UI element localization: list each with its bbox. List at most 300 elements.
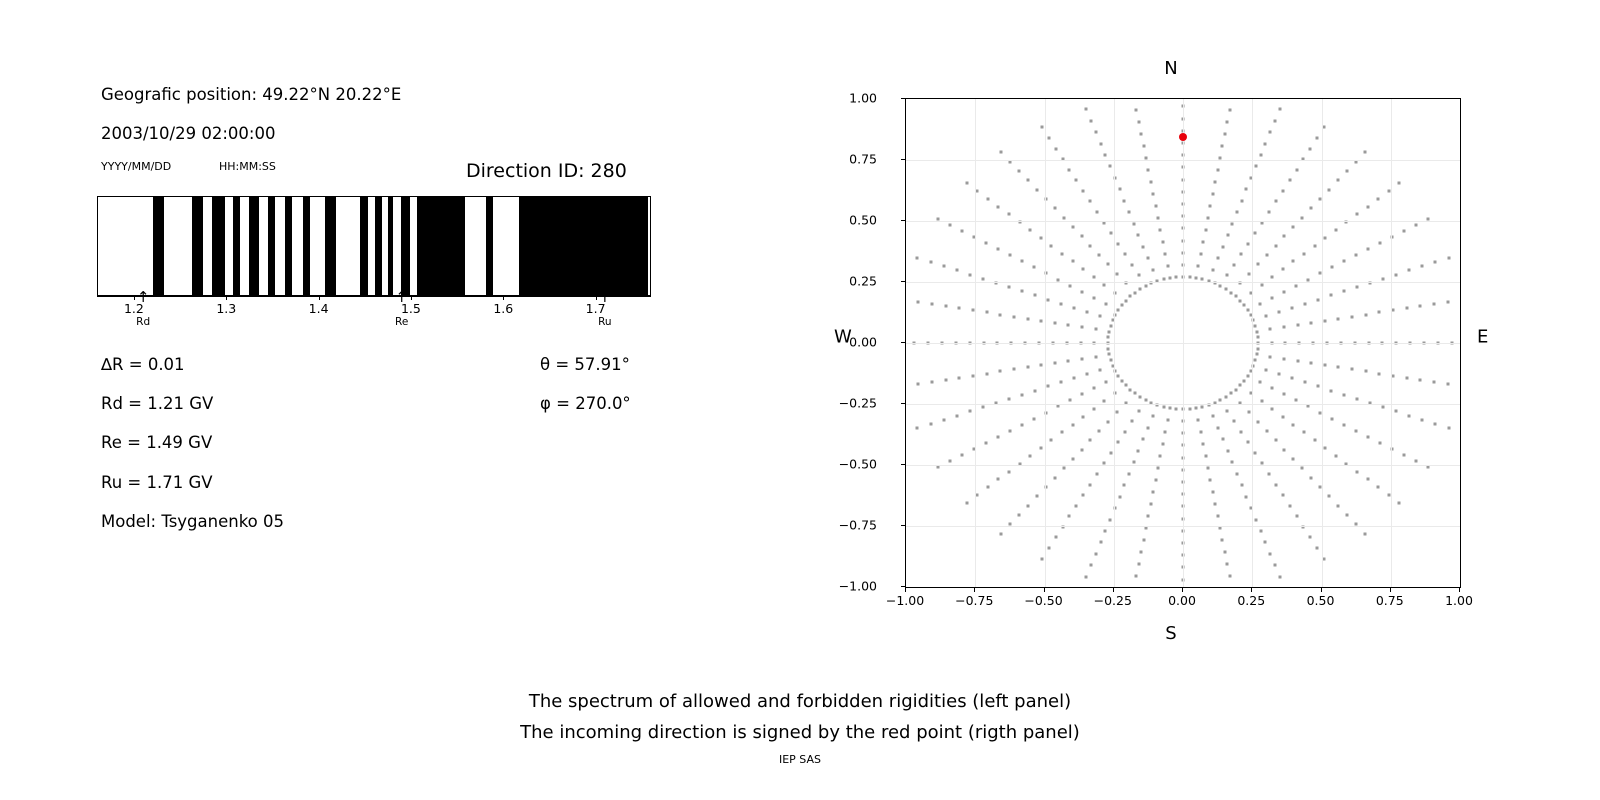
direction-point [1217,426,1220,429]
forbidden-band [486,197,493,295]
direction-point [1147,168,1150,171]
y-tick-label: −0.50 [838,456,877,472]
incoming-direction-point [1179,133,1187,141]
direction-point [1282,357,1285,360]
direction-point [961,454,964,457]
direction-point [1254,451,1257,454]
direction-point [1054,536,1057,539]
direction-point [1228,108,1231,111]
x-tick-label: −0.75 [955,593,994,608]
caption-block [0,686,1600,748]
gridline-horizontal [906,465,1460,466]
direction-point [1162,405,1165,408]
direction-point [1316,546,1319,549]
direction-point [1018,170,1021,173]
compass-west-label: W [834,326,852,348]
direction-point [1274,483,1277,486]
direction-point [1281,189,1284,192]
direction-point [1164,253,1167,256]
x-tick-label: 0.25 [1237,593,1266,608]
direction-point [981,277,984,280]
direction-point [1392,309,1395,312]
direction-point [929,422,932,425]
direction-point [1008,470,1011,473]
direction-point [1035,495,1038,498]
direction-point [1104,153,1107,156]
direction-point [1085,372,1088,375]
direction-point [1240,484,1243,487]
direction-point [1446,383,1449,386]
direction-point [1149,181,1152,184]
direction-map-panel [820,40,1520,660]
direction-point [1313,439,1316,442]
direction-point [1039,447,1042,450]
direction-point [1161,241,1164,244]
direction-point [1345,513,1348,516]
direction-point [1082,189,1085,192]
direction-point [1364,370,1367,373]
direction-point [1278,108,1281,111]
direction-point [986,486,989,489]
direction-point [1199,253,1202,256]
direction-point [1033,417,1036,420]
compass-east-label: E [1477,326,1489,348]
direction-point [1094,552,1097,555]
direction-point [1243,304,1246,307]
direction-point [1405,307,1408,310]
direction-point [997,478,1000,481]
direction-point [1281,494,1284,497]
direction-point [1221,539,1224,542]
direction-point [1089,244,1092,247]
direction-point [1334,229,1337,232]
y-tick-mark [901,403,905,404]
spectrum-marker-rd [136,288,151,328]
direction-point [1260,283,1263,286]
direction-point [1281,268,1284,271]
direction-point [1306,278,1309,281]
direction-point [1330,266,1333,269]
direction-point [1135,575,1138,578]
direction-point [1432,380,1435,383]
rigidity-spectrum-chart [97,196,651,296]
direction-point [1123,199,1126,202]
direction-point [1281,415,1284,418]
direction-point [1256,347,1259,350]
direction-point [1317,298,1320,301]
direction-point [1267,210,1270,213]
direction-point [1217,257,1220,260]
direction-point [1434,261,1437,264]
direction-point [1156,217,1159,220]
x-tick-mark [1182,588,1183,592]
direction-point [1267,473,1270,476]
direction-point [916,427,919,430]
x-tick-label: 1.00 [1445,593,1473,608]
direction-point [981,406,984,409]
direction-point [1159,229,1162,232]
x-tick-mark [905,588,906,592]
direction-point [1301,467,1304,470]
direction-point [1050,244,1053,247]
direction-point [1202,442,1205,445]
direction-point [1354,429,1357,432]
direction-point [1356,286,1359,289]
direction-point [1240,430,1243,433]
forbidden-band [233,197,240,295]
x-tick-mark [974,588,975,592]
direction-point [1149,502,1152,505]
footer-label: IEP SAS [778,753,822,766]
direction-point [1209,205,1212,208]
direction-point [937,466,940,469]
direction-point [1221,438,1224,441]
direction-point [1050,439,1053,442]
compass-south-label: S [1165,623,1177,644]
direction-point [944,305,947,308]
direction-point [1216,168,1219,171]
direction-point [1159,454,1162,457]
direction-point [1081,393,1084,396]
direction-point [1302,252,1305,255]
x-tick-mark [226,296,227,300]
direction-point [1354,254,1357,257]
x-tick-mark [1459,588,1460,592]
param-phi: φ = 270.0° [540,394,631,413]
direction-point [1278,311,1281,314]
direction-point [1175,276,1178,279]
direction-point [1082,268,1085,271]
direction-point [1302,431,1305,434]
direction-point [1334,454,1337,457]
y-tick-mark [901,525,905,526]
direction-point [1447,256,1450,259]
direction-point [1098,429,1101,432]
direction-point [968,273,971,276]
direction-point [986,197,989,200]
direction-point [1405,376,1408,379]
direction-point [1233,420,1236,423]
direction-point [1012,315,1015,318]
direction-point [1378,442,1381,445]
direction-point [1291,377,1294,380]
direction-point [1310,476,1313,479]
direction-point [1269,355,1272,358]
direction-point [1230,291,1233,294]
direction-point [1035,188,1038,191]
direction-point [1020,290,1023,293]
direction-point [1137,274,1140,277]
direction-point [1152,490,1155,493]
y-tick-mark [901,98,905,99]
direction-point [1265,315,1268,318]
direction-point [1053,361,1056,364]
direction-point [1342,423,1345,426]
direction-point [1085,575,1088,578]
direction-point [1105,381,1108,384]
x-tick-mark [411,296,412,300]
direction-point [1046,298,1049,301]
x-tick-label: −0.25 [1093,593,1132,608]
forbidden-band [325,197,336,295]
forbidden-band [519,197,648,295]
direction-point [1059,381,1062,384]
direction-point [1068,515,1071,518]
forbidden-band [375,197,382,295]
arrow-up-icon: ↑ [395,288,408,306]
gridline-horizontal [906,343,1460,344]
direction-point [1246,309,1249,312]
direction-point [1419,378,1422,381]
direction-point [1421,418,1424,421]
direction-point [968,410,971,413]
direction-point [1291,306,1294,309]
direction-point [1209,478,1212,481]
direction-point [1166,418,1169,421]
direction-point [1309,147,1312,150]
direction-point [1223,132,1226,135]
direction-point [1007,397,1010,400]
direction-point [1129,388,1132,391]
forbidden-band [285,197,292,295]
direction-point [1204,454,1207,457]
caption-line-1: The spectrum of allowed and forbidden rigidities (left panel) [528,691,1072,712]
direction-point [1107,420,1110,423]
direction-point [1094,131,1097,134]
direction-point [1274,200,1277,203]
left-panel [0,0,720,660]
direction-point [1212,415,1215,418]
spectrum-x-axis [97,288,651,328]
direction-point [1296,359,1299,362]
direction-point [985,372,988,375]
direction-point [1282,393,1285,396]
direction-point [958,376,961,379]
direction-point [1392,374,1395,377]
direction-point [931,303,934,306]
direction-point [1139,395,1142,398]
direction-point [1108,330,1111,333]
direction-point [1093,296,1096,299]
direction-point [1029,454,1032,457]
direction-point [1355,470,1358,473]
direction-point [1067,359,1070,362]
direction-point [1027,179,1030,182]
direction-point [1254,232,1257,235]
direction-point [1082,494,1085,497]
direction-point [1378,241,1381,244]
direction-point [1230,392,1233,395]
direction-point [1123,484,1126,487]
direction-point [1363,532,1366,535]
direction-point [1116,242,1119,245]
direction-point [1090,119,1093,122]
forbidden-band [249,197,258,295]
y-tick-label: −0.75 [838,517,877,533]
direction-point [1144,284,1147,287]
direction-point [1072,306,1075,309]
direction-point [1363,151,1366,154]
direction-point [1328,495,1331,498]
direction-point [1071,457,1074,460]
direction-point [1228,575,1231,578]
direction-point [1123,430,1126,433]
direction-point [1020,393,1023,396]
direction-point [1221,144,1224,147]
x-tick-label: 1.6 [493,301,514,316]
time-format-hint: HH:MM:SS [219,160,276,173]
direction-point [1212,268,1215,271]
direction-point [944,378,947,381]
direction-point [1057,405,1060,408]
direction-point [1342,260,1345,263]
direction-point [1103,283,1106,286]
gridline-horizontal [906,221,1460,222]
direction-point [1080,448,1083,451]
direction-point [1330,294,1333,297]
direction-point [1094,355,1097,358]
direction-point [1258,381,1261,384]
direction-point [1120,304,1123,307]
direction-point [929,261,932,264]
direction-point [1343,290,1346,293]
direction-id-label: Direction ID: 280 [466,160,627,182]
direction-point [985,241,988,244]
direction-point [1258,302,1261,305]
x-tick-mark [1251,588,1252,592]
direction-point [1214,502,1217,505]
direction-point [1082,415,1085,418]
x-tick-label: −1.00 [885,593,925,608]
direction-point [1007,286,1010,289]
direction-point [1152,193,1155,196]
direction-point [1269,552,1272,555]
direction-point [1265,368,1268,371]
direction-point [1069,399,1072,402]
direction-point [1118,495,1121,498]
direction-point [1120,379,1123,382]
direction-point [1026,366,1029,369]
direction-point [1364,313,1367,316]
direction-point [1132,222,1135,225]
param-model: Model: Tsyganenko 05 [101,512,285,531]
y-tick-label: 0.50 [849,212,877,228]
param-ru: Ru = 1.71 GV [101,473,213,492]
direction-point [1240,253,1243,256]
direction-point [1414,223,1417,226]
x-tick-label: 1.2 [123,301,144,316]
direction-point [1310,361,1313,364]
direction-point [1264,142,1267,145]
direction-point [1313,244,1316,247]
direction-point [1337,317,1340,320]
direction-point [1408,269,1411,272]
direction-point [1254,165,1257,168]
direction-point [1033,389,1036,392]
direction-point [1021,260,1024,263]
direction-point [1161,442,1164,445]
x-tick-mark [1113,588,1114,592]
direction-point [1240,199,1243,202]
gridline-horizontal [906,526,1460,527]
direction-point [1140,551,1143,554]
direction-point [1323,319,1326,322]
direction-point [1245,495,1248,498]
direction-point [1089,483,1092,486]
direction-point [1040,557,1043,560]
x-tick-label: 1.5 [400,301,421,316]
direction-point [1239,384,1242,387]
direction-point [955,414,958,417]
direction-point [1211,490,1214,493]
x-tick-label: −0.50 [1024,593,1063,608]
direction-point [1378,372,1381,375]
gridline-horizontal [906,160,1460,161]
direction-point [1366,478,1369,481]
direction-point [1398,182,1401,185]
direction-point [1089,200,1092,203]
direction-point [1283,448,1286,451]
direction-point [1301,216,1304,219]
direction-point [1207,217,1210,220]
direction-point [1062,467,1065,470]
compass-north-label: N [1164,58,1178,79]
direction-point [1382,277,1385,280]
geographic-position-label: Geografic position: 49.22°N 20.22°E [101,85,402,104]
y-tick-mark [901,464,905,465]
direction-point [1033,266,1036,269]
direction-point [916,256,919,259]
direction-point [1323,126,1326,129]
direction-point [1226,563,1229,566]
direction-point [1295,168,1298,171]
direction-point [1040,319,1043,322]
y-tick-label: 0.25 [849,273,877,289]
direction-scatter-plot [905,98,1461,588]
direction-point [1330,389,1333,392]
direction-point [1103,400,1106,403]
x-tick-label: 0.50 [1306,593,1335,608]
direction-point [1047,137,1050,140]
direction-point [1283,235,1286,238]
direction-point [1146,426,1149,429]
direction-point [1089,439,1092,442]
direction-point [1295,515,1298,518]
direction-point [1092,276,1095,279]
direction-point [1219,284,1222,287]
direction-point [1246,374,1249,377]
direction-point [1093,387,1096,390]
y-tick-mark [901,342,905,343]
direction-point [1421,265,1424,268]
direction-point [1288,179,1291,182]
direction-point [1075,179,1078,182]
direction-point [1147,515,1150,518]
direction-point [1151,268,1154,271]
direction-point [1132,461,1135,464]
direction-point [1098,368,1101,371]
direction-point [1265,429,1268,432]
x-tick-mark [1321,588,1322,592]
direction-point [1062,216,1065,219]
direction-point [1107,336,1110,339]
direction-point [1317,385,1320,388]
x-tick-label: 1.4 [308,301,329,316]
direction-point [1233,263,1236,266]
direction-point [1207,466,1210,469]
date-format-hint: YYYY/MM/DD [101,160,172,173]
direction-point [1282,290,1285,293]
